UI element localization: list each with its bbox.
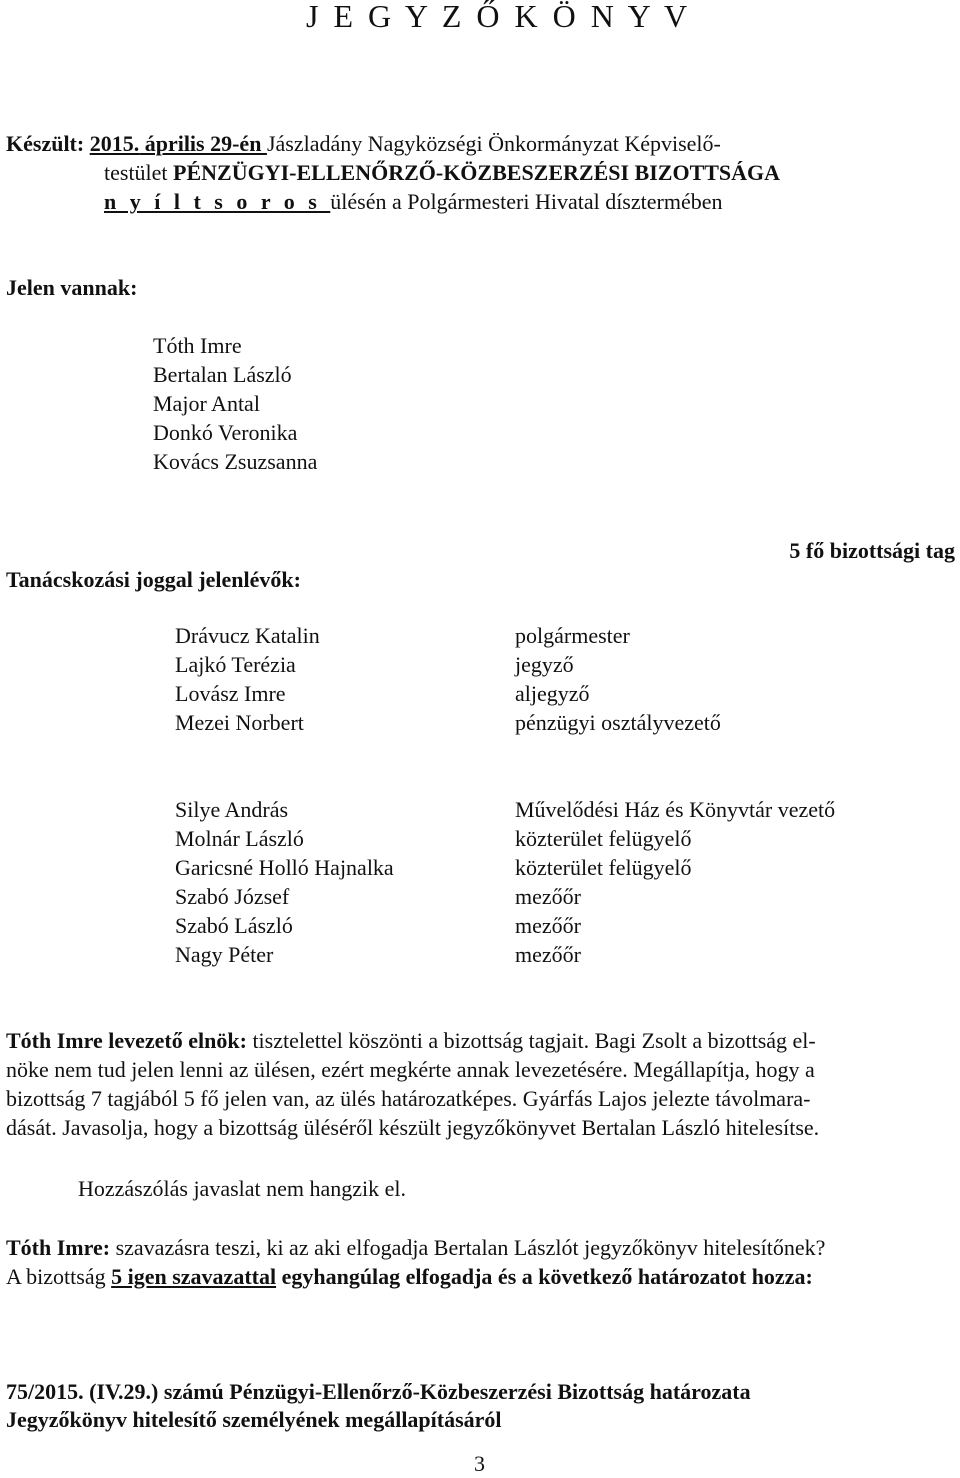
result-text-b: egyhangúlag elfogadja és a következő határozatot hozza: [276, 1264, 813, 1289]
advisory-label: Tanácskozási joggal jelenlévők: [6, 567, 301, 592]
prepared-date: április 29-én [139, 131, 267, 156]
intro-rest-1: Jászladány Nagyközségi Önkormányzat Képviselő- [266, 131, 721, 156]
attendee-name: Mezei Norbert [175, 710, 304, 735]
result-line [6, 1262, 813, 1291]
advisory-group2-names [175, 795, 394, 969]
attendee-role: polgármester [515, 623, 630, 648]
intro-text-2: testület [104, 160, 174, 185]
body-paragraph-line-1 [6, 1026, 816, 1055]
attendee-role: mezőőr [515, 942, 581, 967]
attendee-role: mezőőr [515, 913, 581, 938]
no-comment-line: Hozzászólás javaslat nem hangzik el. [78, 1176, 407, 1201]
prepared-year: 2015. [89, 131, 140, 156]
advisory-group1-roles [515, 621, 721, 737]
advisory-group1-names [175, 621, 320, 737]
body-paragraph-line-2: nöke nem tud jelen lenni az ülésen, ezért megkérte annak levezetésére. Megállapítja, hogy a [6, 1057, 815, 1082]
attendee-role: mezőőr [515, 884, 581, 909]
result-text-a: A bizottság [6, 1264, 112, 1289]
attendee-name: Nagy Péter [175, 942, 274, 967]
present-member: Kovács Zsuzsanna [153, 449, 318, 474]
attendee-name: Lovász Imre [175, 681, 286, 706]
intro-rest-3: ülésén a Polgármesteri Hivatal dísztermében [330, 189, 723, 214]
resolution-subject: Jegyzőkönyv hitelesítő személyének megállapításáról [6, 1407, 502, 1432]
attendee-name: Szabó László [175, 913, 293, 938]
attendee-name: Molnár László [175, 826, 304, 851]
result-votes: 5 igen szavazattal [111, 1264, 277, 1289]
chair-speaker-label: Tóth Imre levezető elnök: [6, 1028, 247, 1053]
attendee-name: Garicsné Holló Hajnalka [175, 855, 394, 880]
vote-speaker-label: Tóth Imre: [6, 1235, 111, 1260]
intro-line-2 [104, 158, 780, 187]
attendee-role: közterület felügyelő [515, 826, 692, 851]
body-paragraph-line-4: dását. Javasolja, hogy a bizottság üléséről készült jegyzőkönyvet Bertalan László hitelesítse. [6, 1115, 820, 1140]
resolution-title: 75/2015. (IV.29.) számú Pénzügyi-Ellenőrző-Közbeszerzési Bizottság határozata [6, 1379, 751, 1404]
member-count: 5 fő bizottsági tag [789, 538, 955, 563]
intro-line-3 [104, 187, 722, 216]
present-member: Major Antal [153, 391, 260, 416]
present-member: Bertalan László [153, 362, 292, 387]
present-member: Tóth Imre [153, 333, 242, 358]
committee-name: PÉNZÜGYI-ELLENŐRZŐ-KÖZBESZERZÉSI BIZOTTSÁGA [173, 160, 781, 185]
advisory-group2-roles [515, 795, 835, 969]
attendee-role: jegyző [515, 652, 574, 677]
vote-text: szavazásra teszi, ki az aki elfogadja Bertalan Lászlót jegyzőkönyv hitelesítőnek? [110, 1235, 826, 1260]
attendee-role: pénzügyi osztályvezető [515, 710, 721, 735]
prepared-label: Készült: [6, 131, 85, 156]
attendee-role: Művelődési Ház és Könyvtár vezető [515, 797, 836, 822]
present-members-list [153, 331, 317, 476]
attendee-name: Szabó József [175, 884, 290, 909]
present-member: Donkó Veronika [153, 420, 298, 445]
page-number: 3 [474, 1451, 485, 1476]
attendee-role: közterület felügyelő [515, 855, 692, 880]
attendee-role: aljegyző [515, 681, 590, 706]
open-session-word: n y í l t s o r o s [104, 189, 331, 214]
attendee-name: Lajkó Terézia [175, 652, 296, 677]
intro-line-1 [6, 129, 721, 158]
vote-line [6, 1233, 825, 1262]
attendee-name: Silye András [175, 797, 289, 822]
paragraph-text: tisztelettel köszönti a bizottság tagjait. Bagi Zsolt a bizottság el- [246, 1028, 816, 1053]
present-label: Jelen vannak: [6, 275, 138, 300]
body-paragraph-line-3: bizottság 7 tagjából 5 fő jelen van, az ülés határozatképes. Gyárfás Lajos jelezte távolmara- [6, 1086, 811, 1111]
document-title: J E G Y Z Ő K Ö N Y V [306, 0, 691, 34]
attendee-name: Drávucz Katalin [175, 623, 320, 648]
